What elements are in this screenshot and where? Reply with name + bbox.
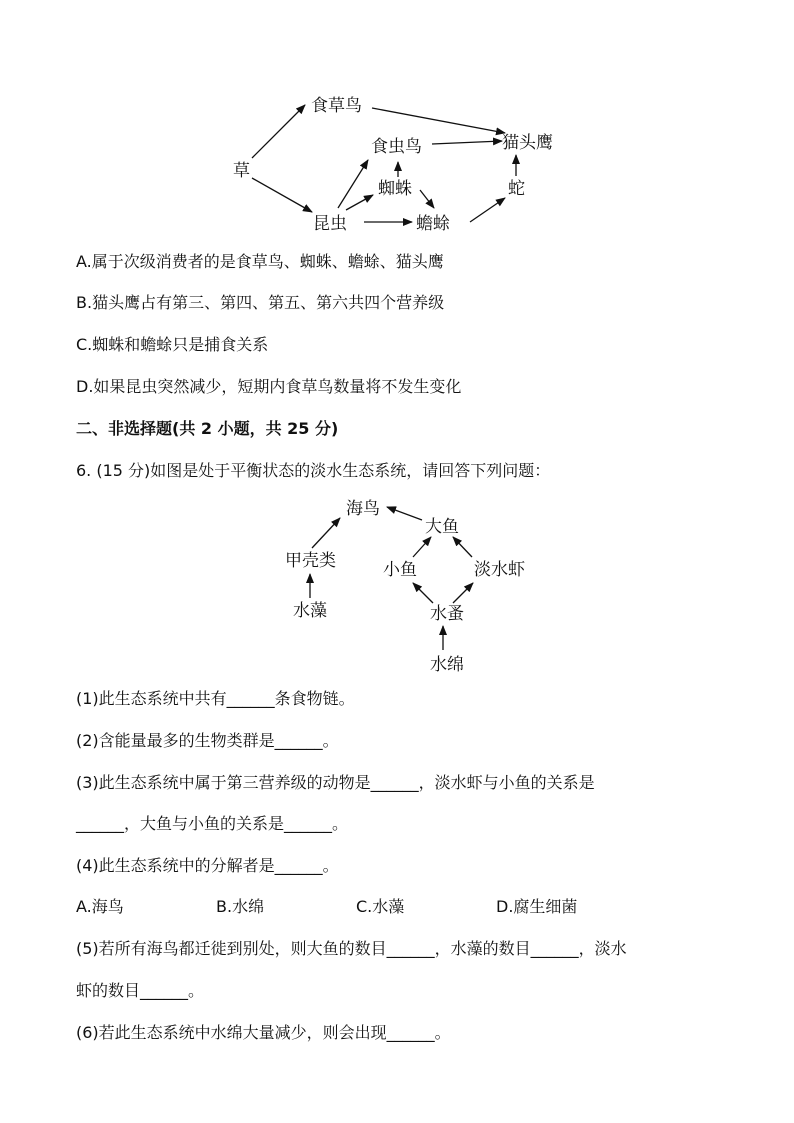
arrow-insect-spider <box>346 195 373 210</box>
q6-sub4-option-b: B.水绵 <box>216 897 265 916</box>
node-grass: 草 <box>233 161 250 181</box>
arrow-insectbird-owl <box>432 141 502 144</box>
arrow-grass-seedbird <box>252 105 305 158</box>
q5-option-a: A.属于次级消费者的是食草鸟、蜘蛛、蟾蜍、猫头鹰 <box>76 252 444 271</box>
node-snake: 蛇 <box>508 179 525 199</box>
q6-sub5-line2: 虾的数目______。 <box>76 981 205 1000</box>
q6-sub4: (4)此生态系统中的分解者是______。 <box>76 856 339 875</box>
q6-sub4-option-a: A.海鸟 <box>76 897 124 916</box>
node-algae: 水藻 <box>293 601 327 621</box>
arrow-crustacean-seabird <box>312 518 340 548</box>
q6-sub2: (2)含能量最多的生物类群是______。 <box>76 731 339 750</box>
q6-sub1: (1)此生态系统中共有______条食物链。 <box>76 689 355 708</box>
q6-stem: 6. (15 分)如图是处于平衡状态的淡水生态系统，请回答下列问题： <box>76 461 551 480</box>
q6-sub5-line1: (5)若所有海鸟都迁徙到别处，则大鱼的数目______，水藻的数目______，淡水 <box>76 939 627 958</box>
q6-sub3-line1: (3)此生态系统中属于第三营养级的动物是______，淡水虾与小鱼的关系是 <box>76 773 595 792</box>
node-seabird: 海鸟 <box>346 499 380 519</box>
arrow-seedbird-owl <box>372 108 505 133</box>
arrow-insect-shrimp <box>453 583 473 603</box>
arrow-insect-smallfish <box>413 583 433 603</box>
node-insect-bird: 食虫鸟 <box>371 137 422 157</box>
node-shrimp: 淡水虾 <box>474 560 525 580</box>
food-web-2 <box>285 499 525 675</box>
arrow-bigfish-seabird <box>387 507 422 520</box>
q5-option-d: D.如果昆虫突然减少，短期内食草鸟数量将不发生变化 <box>76 377 462 396</box>
food-web-1 <box>233 96 553 234</box>
arrow-spider-toad <box>420 190 434 208</box>
node-insect: 昆虫 <box>313 214 347 234</box>
node-big-fish: 大鱼 <box>425 517 459 537</box>
q6-sub6: (6)若此生态系统中水绵大量减少，则会出现______。 <box>76 1023 451 1042</box>
arrow-grass-insect <box>252 178 312 212</box>
section-title: 二、非选择题(共 2 小题，共 25 分) <box>76 419 339 438</box>
node-spirogyra: 水绵 <box>430 655 464 675</box>
q6-sub4-option-c: C.水藻 <box>356 897 405 916</box>
node-seed-bird: 食草鸟 <box>311 96 362 116</box>
q5-option-b: B.猫头鹰占有第三、第四、第五、第六共四个营养级 <box>76 293 445 312</box>
node-spider: 蜘蛛 <box>378 179 412 199</box>
q6-sub4-option-d: D.腐生细菌 <box>496 897 578 916</box>
node-aquatic-insect: 水蚤 <box>430 604 464 624</box>
q6-sub3-line2: ______，大鱼与小鱼的关系是______。 <box>76 814 349 833</box>
arrow-toad-snake <box>470 198 505 222</box>
arrow-smallfish-bigfish <box>413 537 431 557</box>
node-toad: 蟾蜍 <box>416 214 450 234</box>
node-small-fish: 小鱼 <box>383 560 417 580</box>
node-owl: 猫头鹰 <box>502 133 553 153</box>
q5-option-c: C.蜘蛛和蟾蜍只是捕食关系 <box>76 335 269 354</box>
node-crustacean: 甲壳类 <box>285 551 336 571</box>
arrow-shrimp-bigfish <box>453 537 472 557</box>
